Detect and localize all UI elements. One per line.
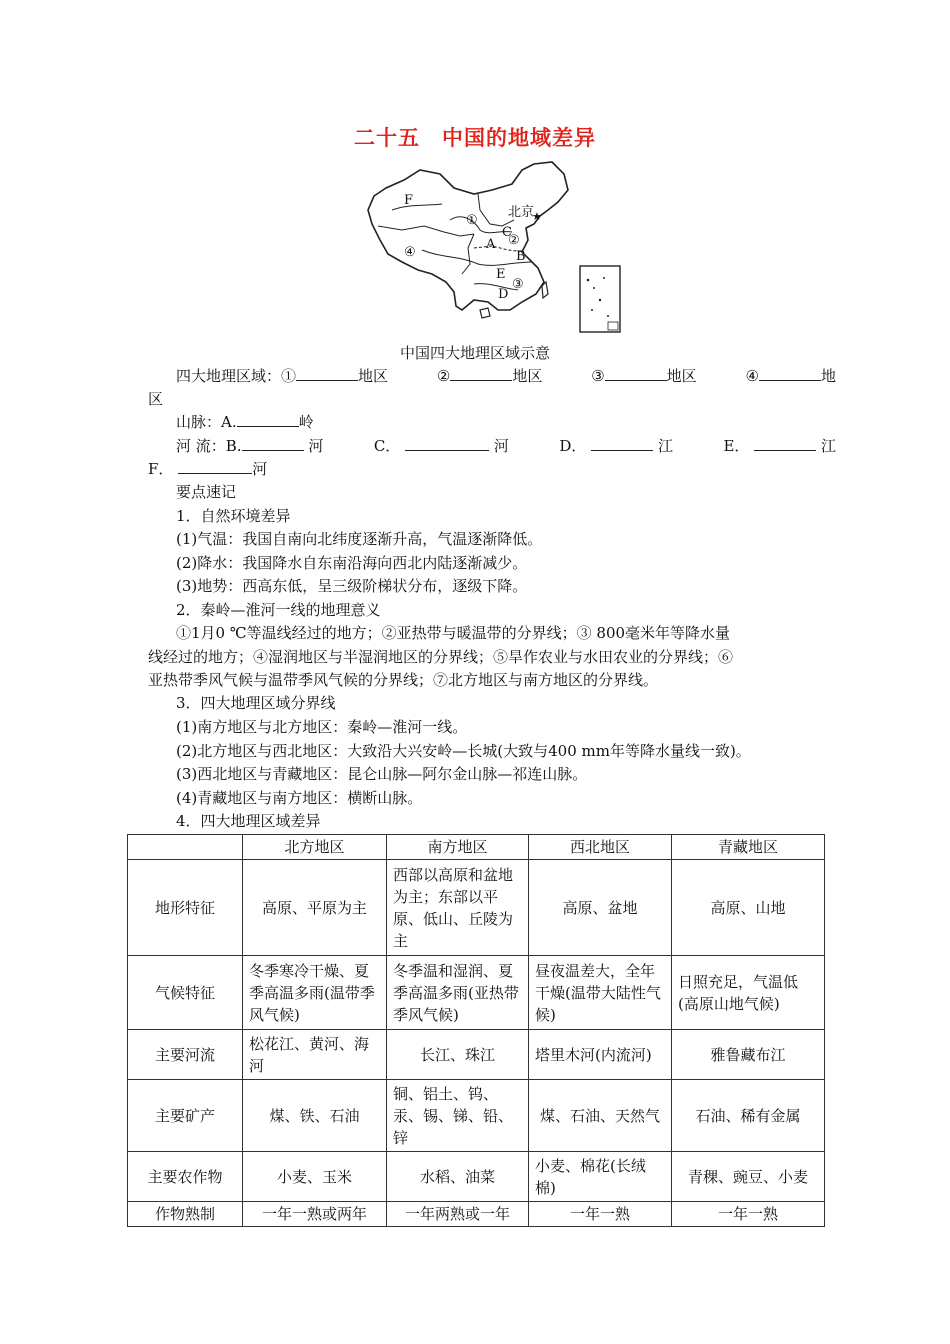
table-cell: 小麦、玉米 xyxy=(243,1152,387,1202)
taiwan-island xyxy=(542,282,548,298)
section-2-heading: 2．秦岭—淮河一线的地理意义 xyxy=(176,601,381,619)
table-cell: 冬季温和湿润、夏季高温多雨(亚热带季风气候) xyxy=(387,956,529,1030)
inset-islands xyxy=(587,277,618,330)
table-cell: 石油、稀有金属 xyxy=(672,1080,825,1152)
map-label-region-4: ④ xyxy=(404,245,416,260)
china-regions-map xyxy=(362,160,624,336)
table-cell: 小麦、棉花(长绒棉) xyxy=(529,1152,672,1202)
table-row-label: 气候特征 xyxy=(128,956,243,1030)
answer-blank[interactable] xyxy=(237,411,299,427)
section-1-item-2: (2)降水：我国降水自东南沿海向西北内陆逐渐减少。 xyxy=(176,554,528,572)
table-cell: 一年一熟 xyxy=(529,1202,672,1227)
answer-blank[interactable] xyxy=(754,435,816,451)
table-cell: 铜、铝土、钨、汞、锡、锑、铅、锌 xyxy=(387,1080,529,1152)
table-row xyxy=(128,1030,825,1080)
river-b: 河 流：B. 河 xyxy=(176,437,324,455)
section-2-line-2: 线经过的地方；④湿润地区与半湿润地区的分界线；⑤旱作农业与水田农业的分界线；⑥ xyxy=(148,648,734,666)
table-row xyxy=(128,1202,825,1227)
table-cell: 一年一熟或两年 xyxy=(243,1202,387,1227)
hainan-island xyxy=(480,308,490,318)
map-label-f: F xyxy=(404,193,414,208)
table-cell: 高原、山地 xyxy=(672,860,825,956)
tibet-south-boundary xyxy=(462,234,474,274)
section-3-item-4: (4)青藏地区与南方地区：横断山脉。 xyxy=(176,789,423,807)
table-cell: 一年一熟 xyxy=(672,1202,825,1227)
section-3-item-3: (3)西北地区与青藏地区：昆仑山脉—阿尔金山脉—祁连山脉。 xyxy=(176,765,588,783)
rivers-line-f: F． 河 xyxy=(148,460,268,478)
regions-4: ④ 地 xyxy=(745,367,836,385)
map-label-c: C xyxy=(502,225,512,240)
map-label-region-1: ① xyxy=(466,213,478,228)
map-caption: 中国四大地理区域示意 xyxy=(399,344,550,362)
answer-blank[interactable] xyxy=(605,365,667,381)
table-header-cell: 南方地区 xyxy=(387,835,529,860)
section-1-heading: 1．自然环境差异 xyxy=(176,507,291,525)
table-cell: 冬季寒冷干燥、夏季高温多雨(温带季风气候) xyxy=(243,956,387,1030)
section-3-item-1: (1)南方地区与北方地区：秦岭—淮河一线。 xyxy=(176,718,468,736)
table-row xyxy=(128,860,825,956)
tarim-river xyxy=(392,204,442,210)
answer-blank[interactable] xyxy=(178,458,252,474)
table-cell: 雅鲁藏布江 xyxy=(672,1030,825,1080)
table-row-label: 主要矿产 xyxy=(128,1080,243,1152)
map-label-b: B xyxy=(516,249,526,264)
page-title: 二十五 中国的地域差异 xyxy=(354,126,596,150)
table-row-label: 作物熟制 xyxy=(128,1202,243,1227)
table-row-label: 地形特征 xyxy=(128,860,243,956)
answer-blank[interactable] xyxy=(450,365,512,381)
section-3-heading: 3．四大地理区域分界线 xyxy=(176,694,336,712)
section-1-item-3: (3)地势：西高东低，呈三级阶梯状分布，逐级下降。 xyxy=(176,577,528,595)
section-2-line-1: ①1月0 ℃等温线经过的地方；②亚热带与暖温带的分界线；③ 800毫米年等降水量 xyxy=(176,624,731,642)
regions-comparison-table xyxy=(127,834,825,1227)
answer-blank[interactable] xyxy=(591,435,653,451)
table-header-row xyxy=(128,835,825,860)
table-cell: 煤、铁、石油 xyxy=(243,1080,387,1152)
table-row-label: 主要农作物 xyxy=(128,1152,243,1202)
table-cell: 水稻、油菜 xyxy=(387,1152,529,1202)
table-cell: 日照充足，气温低(高原山地气候) xyxy=(672,956,825,1030)
northwest-tibet-boundary xyxy=(378,226,474,236)
regions-3: ③ 地区 xyxy=(591,367,697,385)
table-cell: 昼夜温差大，全年干燥(温带大陆性气候) xyxy=(529,956,672,1030)
answer-blank[interactable] xyxy=(759,365,821,381)
section-4-heading: 4．四大地理区域差异 xyxy=(176,812,321,830)
table-cell: 一年两熟或一年 xyxy=(387,1202,529,1227)
table-cell: 煤、石油、天然气 xyxy=(529,1080,672,1152)
table-header-cell xyxy=(128,835,243,860)
map-label-region-3: ③ xyxy=(512,277,524,292)
section-2-line-3: 亚热带季风气候与温带季风气候的分界线；⑦北方地区与南方地区的分界线。 xyxy=(148,671,659,689)
regions-line xyxy=(148,365,836,387)
table-cell: 松花江、黄河、海河 xyxy=(243,1030,387,1080)
beijing-star-icon: ★ xyxy=(532,210,542,223)
table-cell: 高原、盆地 xyxy=(529,860,672,956)
table-cell: 青稞、豌豆、小麦 xyxy=(672,1152,825,1202)
table-row-label: 主要河流 xyxy=(128,1030,243,1080)
regions-1: 四大地理区域：① 地区 xyxy=(176,367,389,385)
table-cell: 长江、珠江 xyxy=(387,1030,529,1080)
river-e: E． 江 xyxy=(723,437,836,455)
table-row xyxy=(128,956,825,1030)
china-outline xyxy=(368,162,568,310)
table-row xyxy=(128,1152,825,1202)
answer-blank[interactable] xyxy=(405,435,489,451)
table-cell: 西部以高原和盆地为主；东部以平原、低山、丘陵为主 xyxy=(387,860,529,956)
map-label-d: D xyxy=(498,287,509,302)
table-header-cell: 青藏地区 xyxy=(672,835,825,860)
points-heading: 要点速记 xyxy=(176,483,237,501)
regions-line-wrap: 区 xyxy=(148,390,164,408)
table-cell: 塔里木河(内流河) xyxy=(529,1030,672,1080)
table-header-cell: 西北地区 xyxy=(529,835,672,860)
map-label-region-2: ② xyxy=(508,233,520,248)
answer-blank[interactable] xyxy=(296,365,358,381)
mountains-line: 山脉：A. 岭 xyxy=(176,413,314,431)
table-row xyxy=(128,1080,825,1152)
answer-blank[interactable] xyxy=(242,435,304,451)
river-c: C． 河 xyxy=(373,437,509,455)
table-header-cell: 北方地区 xyxy=(243,835,387,860)
rivers-line xyxy=(148,435,836,457)
regions-2: ② 地区 xyxy=(436,367,543,385)
map-label-e: E xyxy=(496,267,506,282)
table-cell: 高原、平原为主 xyxy=(243,860,387,956)
map-label-a: A xyxy=(486,237,496,252)
river-d: D． 江 xyxy=(559,437,673,455)
map-label-beijing: 北京 xyxy=(508,205,535,220)
section-3-item-2: (2)北方地区与西北地区：大致沿大兴安岭—长城(大致与400 mm年等降水量线一致)。 xyxy=(176,742,751,760)
section-1-item-1: (1)气温：我国自南向北纬度逐渐升高，气温逐渐降低。 xyxy=(176,530,543,548)
